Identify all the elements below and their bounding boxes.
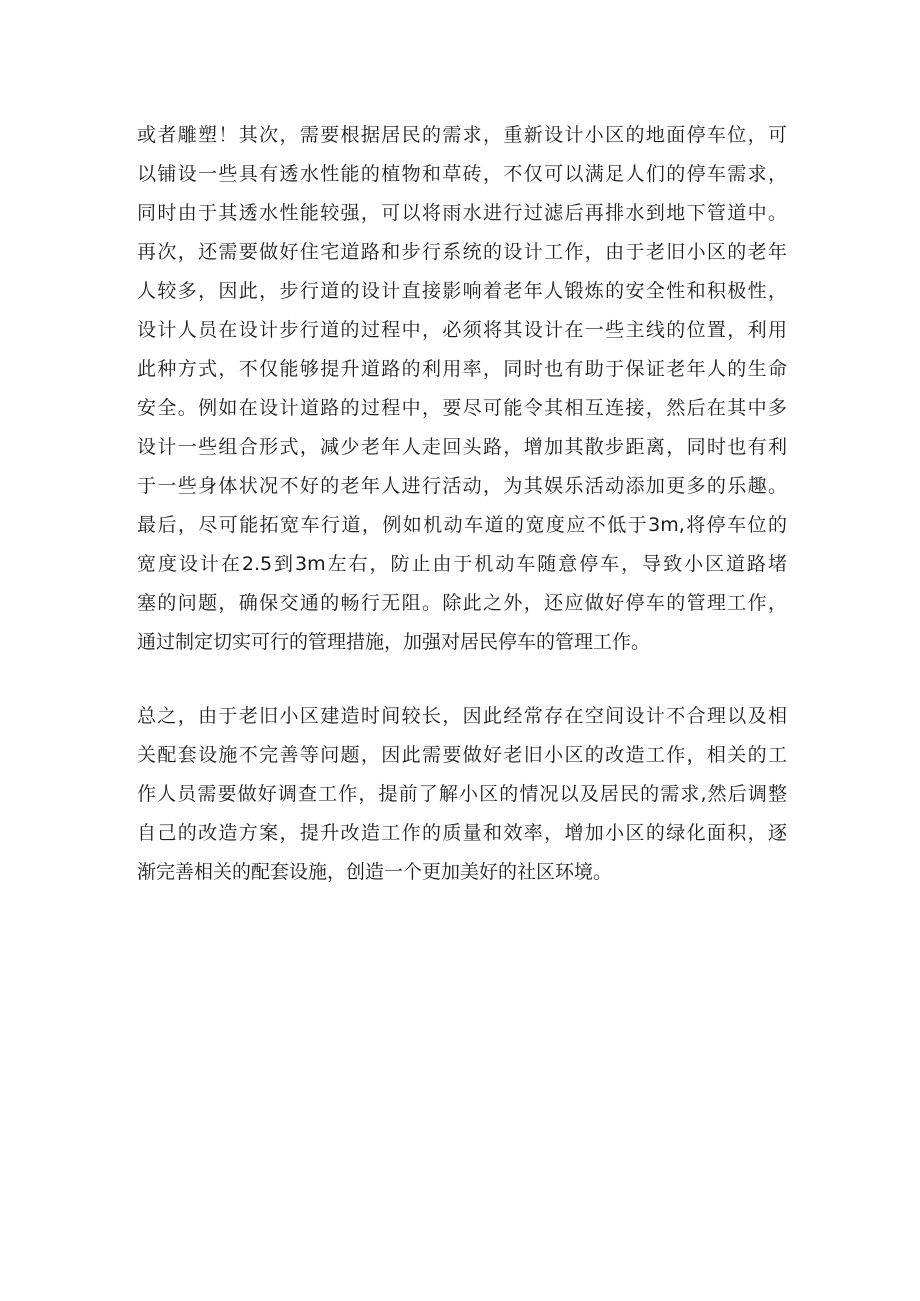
text-line: 以铺设一些具有透水性能的植物和草砖，不仅可以满足人们的停车需求， <box>137 163 787 185</box>
text-line: 再次，还需要做好住宅道路和步行系统的设计工作，由于老旧小区的老年 <box>137 241 787 263</box>
text-line: 作人员需要做好调查工作，提前了解小区的情况以及居民的需求,然后调整 <box>137 783 787 805</box>
text-line: 设计一些组合形式，减少老年人走回头路，增加其散步距离，同时也有利 <box>137 436 787 458</box>
text-line: 宽度设计在2.5到3m左右，防止由于机动车随意停车，导致小区道路堵 <box>137 553 787 575</box>
text-line: 或者雕塑！其次，需要根据居民的需求，重新设计小区的地面停车位，可 <box>137 124 787 146</box>
paragraph-2 <box>137 697 787 892</box>
text-line: 设计人员在设计步行道的过程中，必须将其设计在一些主线的位置，利用 <box>137 319 787 341</box>
text-line: 人较多，因此，步行道的设计直接影响着老年人锻炼的安全性和积极性， <box>137 280 787 302</box>
text-line: 渐完善相关的配套设施，创造一个更加美好的社区环境。 <box>137 861 613 883</box>
text-line: 同时由于其透水性能较强，可以将雨水进行过滤后再排水到地下管道中。 <box>137 202 787 224</box>
document-body <box>137 116 787 892</box>
text-line: 关配套设施不完善等问题，因此需要做好老旧小区的改造工作，相关的工 <box>137 744 787 766</box>
text-line: 总之，由于老旧小区建造时间较长，因此经常存在空间设计不合理以及相 <box>137 705 787 727</box>
text-line: 通过制定切实可行的管理措施，加强对居民停车的管理工作。 <box>137 631 651 653</box>
text-line: 最后，尽可能拓宽车行道，例如机动车道的宽度应不低于3m,将停车位的 <box>137 514 787 536</box>
text-line: 塞的问题，确保交通的畅行无阻。除此之外，还应做好停车的管理工作， <box>137 592 787 614</box>
text-line: 于一些身体状况不好的老年人进行活动，为其娱乐活动添加更多的乐趣。 <box>137 475 787 497</box>
paragraph-1 <box>137 116 787 662</box>
text-line: 安全。例如在设计道路的过程中，要尽可能令其相互连接，然后在其中多 <box>137 397 787 419</box>
text-line: 自己的改造方案，提升改造工作的质量和效率，增加小区的绿化面积，逐 <box>137 822 787 844</box>
paragraph-spacer <box>137 662 787 697</box>
text-line: 此种方式，不仅能够提升道路的利用率，同时也有助于保证老年人的生命 <box>137 358 787 380</box>
